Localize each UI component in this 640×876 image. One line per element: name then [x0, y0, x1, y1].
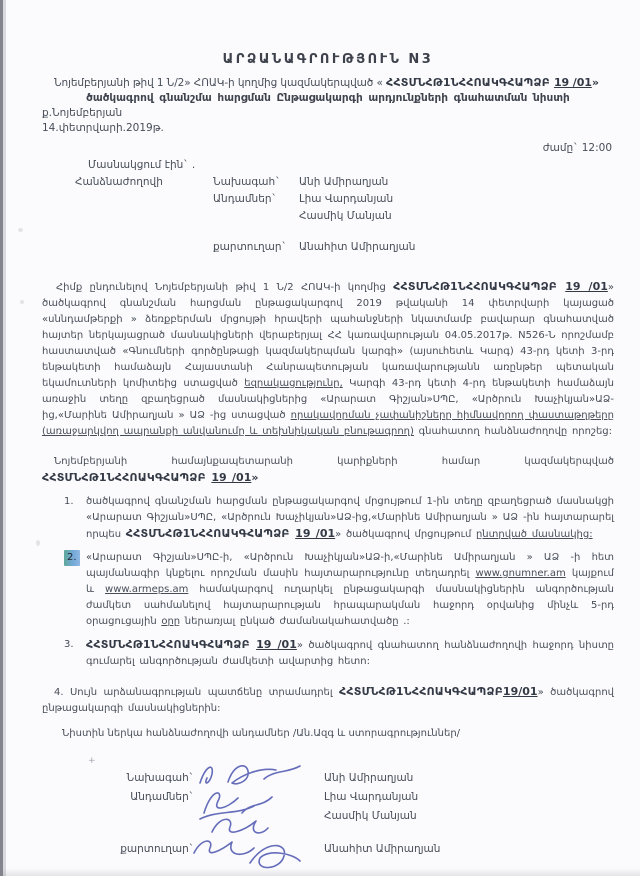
sig-member2-name: Հասմիկ Մանյան: [324, 810, 417, 822]
sig-space: [194, 767, 324, 786]
underlined-qualification-docs: որակավորման չափանիշները հիմնավորող փաստաթղթերը (առաջարկվող ապրանքի անվանումը և տեխնիկական բնութագրող): [42, 410, 614, 437]
sig-space: [194, 786, 324, 805]
decision-item-3: [64, 637, 614, 670]
main-paragraph-text: » ծածկագրով գնանշման հարցման ընթացակարգով 2019 թվականի 14 փետրվարի կայացած «սննդամթերքի » ձեռքբերման մրցույթի հրավերի պահանջների նկատմամբ բավարար գնահատված հայտեր ներկայացրած մասնակիցների վերաբերյալ ՀՀ կառավարության 04.05.2017թ. N526-Ն որոշմամբ հաստատված «Գնումների գործընթացի կազմակերպման կարգի» (այսուհետև Կարգ) 43-րդ կետի 3-րդ ենթակետի համաձայն Հայաստանի Հանրապետության կառավարությանն առընթեր պետական եկամուտների կոմիտեից ստացված: [42, 282, 614, 389]
sig-secretary-name: Անահիտ Ամիրաղյան: [324, 843, 441, 855]
item2-text: համակարգով ուղարկել ընթացակարգի մասնակիցներին անգործության ժամկետ սահմանելով հայտարարության հրապարակման հաջորդ օրվանից մինչև 5-րդ օրացուցային: [86, 584, 614, 627]
item2-text: ներառյալ ընկած ժամանակահատվածը .:: [180, 616, 410, 627]
main-paragraph-text: Հիմք ընդունելով Նոյեմբերյանի թիվ 1 Ն/2 ՀՈԱԿ-ի կողմից: [56, 282, 394, 293]
procurement-code-close: »: [591, 76, 600, 89]
scan-stray-mark: +: [88, 756, 96, 766]
decision-item-2: [64, 550, 614, 630]
sig-member1-name: Լիա Վարդանյան: [324, 791, 419, 803]
sig-members-label: Անդամներ`: [130, 791, 194, 803]
underlined-day: օրը: [161, 616, 181, 627]
item-text: [86, 637, 614, 670]
city-line: ք.Նոյեմբերյան: [42, 107, 123, 119]
secretary-name: Անահիտ Ամիրաղյան: [299, 241, 416, 253]
procurement-code: ՀՀՏՄՆՀԹ1ՆՀՀՈԱԿԳՀԱՊՁԲ: [42, 471, 212, 484]
main-paragraph: [42, 279, 614, 440]
date-line: 14.փետրվարի.2019թ.: [42, 122, 164, 134]
decision-item-1: [64, 494, 614, 543]
scan-smudge: [18, 228, 23, 232]
item2-text: կայքում և: [86, 568, 614, 595]
members-label: Անդամներ`: [213, 193, 277, 205]
scan-edge-bottom: [0, 868, 640, 876]
secretary-label: քարտուղար`: [213, 241, 287, 253]
scan-edge-left-light: [3, 0, 6, 876]
procurement-code-number: 19 /01: [211, 471, 252, 484]
procurement-code-number: 19 /01: [553, 76, 592, 89]
intro-block: [42, 75, 614, 136]
sig-secretary-label: քարտուղար`: [120, 843, 194, 855]
empty-cell: [75, 190, 213, 207]
signature-grid: [42, 767, 614, 824]
procurement-code-number: 19 /01: [565, 280, 608, 293]
item-number: 3.: [64, 639, 74, 650]
empty-cell: [75, 238, 213, 255]
decisions-heading: [42, 454, 614, 487]
procurement-code-close: »: [251, 471, 259, 484]
item-text: [86, 494, 614, 543]
scan-smudge: [20, 300, 24, 304]
procurement-code: ՀՀՏՄՆՀԹ1ՆՀՀՈԱԿԳՀԱՊՁԲ: [339, 685, 503, 698]
item-number-highlighted: [64, 550, 86, 630]
intro-line1: [42, 75, 614, 91]
selection-highlight: 2.: [64, 550, 80, 566]
member1-name: Լիա Վարդանյան: [299, 193, 394, 205]
decisions-heading-text: Նոյեմբերյանի համայնքապետարանի կարիքների համար կազմակերպված: [54, 456, 614, 467]
item-number: 1.: [64, 496, 74, 507]
procurement-code-number: 19 /01: [295, 527, 336, 540]
procurement-code: ՀՀՏՄՆՀԹ1ՆՀՀՈԱԿԳՀԱՊՁԲ: [125, 527, 296, 540]
decision-item-4: [42, 684, 614, 717]
signatures-block: [42, 767, 614, 857]
procurement-code-number: 19/01: [502, 685, 538, 698]
intro-text: Նոյեմբերյանի թիվ 1 Ն/2» ՀՈԱԿ-ի կողմից կազմակերպված «: [54, 77, 387, 89]
empty-cell: [42, 805, 194, 824]
attendance-note: Նիստին ներկա հանձնաժողովի անդամներ /Ան.Ազգ և ստորագրություններ/: [62, 728, 461, 739]
procurement-code: ՀՀՏՄՆՀԹ1ՆՀՀՈԱԿԳՀԱՊՁԲ: [386, 76, 554, 89]
committee-label: Հանձնաժողովի: [75, 176, 163, 188]
sig-chairman-name: Անի Ամիրաղյան: [324, 772, 414, 784]
participants-grid-secretary: [75, 238, 614, 255]
item4-text: 4. Սույն արձանագրության պատճենը տրամադրել: [54, 687, 340, 698]
item3-text: » ծածկագրով գնահատող հանձնաժողովի հաջորդ նիստը գումարել անգործության ժամկետի ավարտից հետո:: [86, 640, 615, 667]
time-label: ժամը` 12:00: [542, 142, 612, 154]
sig-space: [194, 838, 324, 857]
link-armeps: www.armeps.am: [105, 584, 189, 595]
item1-text: ծածկագրով գնանշման հարցման ընթացակարգով մրցույթում 1-ին տեղը զբաղեցրած մասնակցի «Արարատ Գիշյան»ՍՊԸ, «Արծրուն Խաչիկյան»ԱՁ-ից,«Մարինե Ամիրաղյան » ԱՁ -ին հայտարարել որպես: [86, 496, 614, 540]
link-gnumner: www.gnumner.am: [475, 568, 566, 579]
item2-text: «Արարատ Գիշյան»ՍՊԸ-ի, «Արծրուն Խաչիկյան»ԱՁ-ի,«Մարինե Ամիրաղյան » ԱՁ -ի հետ պայմանագիր կնքելու որոշման մասին հայտարարությունը տեղադրել: [86, 552, 614, 579]
procurement-code: ՀՀՏՄՆՀԹ1ՆՀՀՈԱԿԳՀԱՊՁԲ: [86, 638, 257, 651]
underlined-conclusion: եզրակացությունը,: [244, 378, 343, 389]
sig-space: [194, 805, 324, 824]
chairman-name: Անի Ամիրաղյան: [299, 176, 389, 188]
main-paragraph-text: Կարգի 43-րդ կետի 4-րդ ենթակետի համաձայն առաջին տեղը զբաղեցրած մասնակիցներից «Արարատ Գիշյան»ՍՊԸ, «Արծրուն Խաչիկյան»ԱՁ-ից,«Մարինե Ամիրաղյան » ԱՁ -ից ստացված: [42, 378, 614, 421]
page-title: ԱՐՁԱՆԱԳՐՈՒԹՅՈՒՆ N3: [222, 52, 434, 67]
main-paragraph-text: գնահատող հանձնաժողովը որոշեց:: [413, 426, 612, 437]
underlined-selected-participant: ընտրված մասնակից:: [475, 529, 593, 540]
empty-cell: [75, 207, 213, 224]
participants-heading: Մասնակցում էին` .: [88, 159, 196, 171]
empty-cell: [213, 207, 299, 224]
chairman-label: Նախագահ`: [213, 176, 281, 188]
member2-name: Հասմիկ Մանյան: [299, 210, 392, 222]
sig-chairman-label: Նախագահ`: [126, 772, 194, 784]
intro-line2: ծածկագրով գնանշմա հարցման Ընթացակարգի արդյունքների գնահատման նիստի: [86, 92, 570, 104]
item4-text: » ծածկագրով ընթացակարգի մասնակիցներին:: [42, 687, 614, 714]
participants-grid: [75, 173, 614, 224]
item1-text: » ծածկագրով մրցույթում: [335, 529, 476, 540]
scan-smudge: [36, 540, 40, 546]
procurement-code-number: 19 /01: [256, 638, 297, 651]
procurement-code: ՀՀՏՄՆՀԹ1ՆՀՀՈԱԿԳՀԱՊՁԲ: [393, 280, 566, 293]
signature-grid-secretary: [42, 838, 614, 857]
participants-block: [42, 158, 614, 255]
item-text: [86, 550, 614, 630]
